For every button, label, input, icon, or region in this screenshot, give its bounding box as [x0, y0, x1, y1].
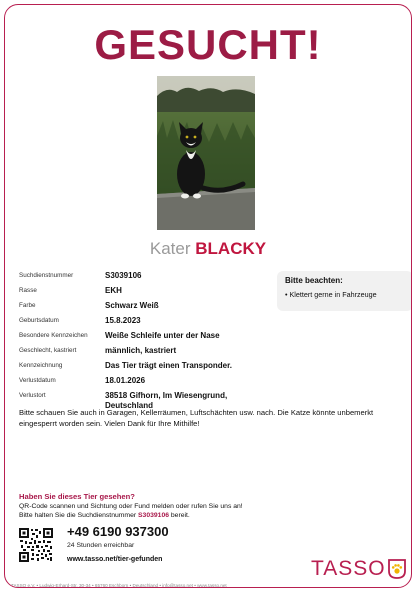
detail-label: Verlustort	[19, 392, 46, 399]
footer-address: TASSO e.V. • Ludwig-Erhard-Str. 30-34 • 65760 Eschborn • Deutschland • info@tasso.net • www.tasso.net	[11, 583, 227, 588]
detail-label: Verlustdatum	[19, 377, 56, 384]
detail-row	[19, 331, 271, 341]
detail-row	[19, 271, 271, 281]
contact-search-number: S3039106	[138, 511, 170, 519]
contact-line1: QR-Code scannen und Sichtung oder Fund melden oder rufen Sie uns an!	[19, 503, 243, 510]
notice-item: • Klettert gerne in Fahrzeuge	[285, 290, 377, 299]
tasso-logo	[311, 555, 408, 583]
contact-line2-post: bereit.	[169, 511, 190, 519]
detail-label: Farbe	[19, 302, 36, 309]
detail-value: Weiße Schleife unter der Nase	[105, 331, 220, 340]
cat-photo	[157, 76, 255, 230]
detail-label: Geburtsdatum	[19, 317, 59, 324]
qr-code[interactable]	[19, 528, 53, 562]
poster	[4, 4, 412, 588]
contact-question: Haben Sie dieses Tier gesehen?	[19, 492, 135, 501]
detail-value: Schwarz Weiß	[105, 301, 159, 310]
detail-row	[19, 286, 271, 296]
appeal-text: Bitte schauen Sie auch in Garagen, Kellerräumen, Luftschächten usw. nach. Die Katze könnte unbemerkt eingesperrt worden sein. Vielen Dank für Ihre Mithilfe!	[19, 408, 374, 428]
notice-title: Bitte beachten:	[285, 276, 343, 285]
detail-row	[19, 301, 271, 311]
details-table	[19, 271, 271, 416]
headline: GESUCHT!	[94, 21, 322, 68]
contact-section	[19, 492, 299, 520]
hours-text: 24 Stunden erreichbar	[67, 542, 135, 549]
detail-value: 38518 Gifhorn, Im Wiesengrund, Deutschland	[105, 391, 228, 410]
detail-value: männlich, kastriert	[105, 346, 177, 355]
contact-line2	[19, 512, 299, 521]
phone-number[interactable]: +49 6190 937300	[67, 524, 169, 539]
detail-label: Rasse	[19, 287, 37, 294]
detail-value: 15.8.2023	[105, 316, 141, 325]
pet-name-value: BLACKY	[195, 239, 267, 258]
detail-value: EKH	[105, 286, 122, 295]
contact-line2-pre: Bitte halten Sie die Suchdienstnummer	[19, 511, 139, 519]
detail-row	[19, 346, 271, 356]
detail-row	[19, 376, 271, 386]
logo-text: TASSO	[311, 557, 386, 580]
detail-label: Besondere Kennzeichen	[19, 332, 88, 339]
detail-value: 18.01.2026	[105, 376, 146, 385]
pet-species: Kater	[149, 239, 191, 258]
web-link[interactable]: www.tasso.net/tier-gefunden	[67, 556, 163, 563]
notice-box	[277, 271, 412, 311]
detail-label: Kennzeichnung	[19, 362, 63, 369]
detail-value: S3039106	[105, 271, 142, 280]
detail-row	[19, 316, 271, 326]
detail-value: Das Tier trägt einen Transponder.	[105, 361, 232, 370]
detail-label: Suchdienstnummer	[19, 272, 74, 279]
paw-icon	[386, 557, 408, 581]
pet-name	[5, 239, 411, 259]
detail-label: Geschlecht, kastriert	[19, 347, 77, 354]
detail-row	[19, 361, 271, 371]
